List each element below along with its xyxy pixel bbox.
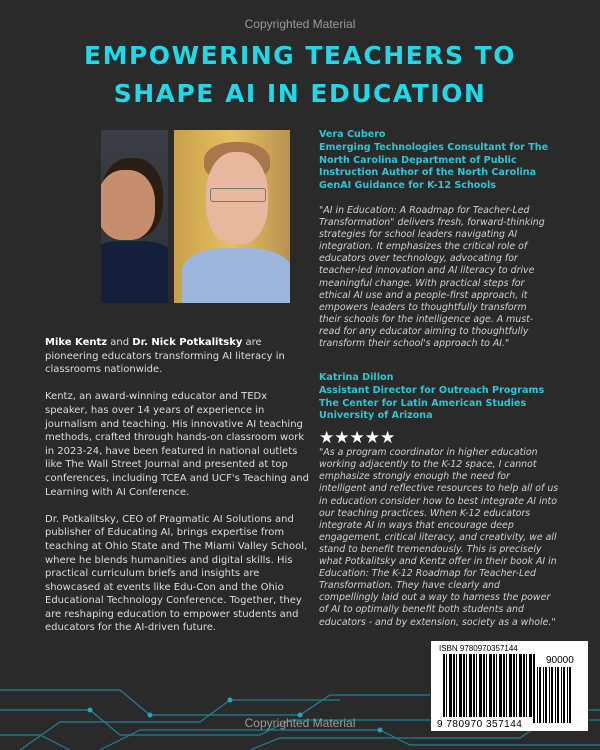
author-photo-potkalitsky	[174, 130, 290, 303]
title-line-2: SHAPE AI IN EDUCATION	[113, 79, 487, 108]
isbn-label: ISBN 9780970357144	[439, 644, 518, 653]
author-bio	[45, 336, 310, 649]
reviewer-name: Vera Cubero	[319, 129, 386, 140]
copyright-watermark: Copyrighted Material	[244, 17, 356, 31]
author-name-potkalitsky: Dr. Nick Potkalitsky	[132, 337, 243, 348]
bio-intro-text: are pioneering educators transforming AI literacy in classrooms nationwide.	[45, 337, 285, 376]
cover-title	[0, 37, 600, 113]
author-name-kentz: Mike Kentz	[45, 337, 108, 348]
copyright-watermark-bottom: Copyrighted Material	[244, 716, 356, 730]
barcode-bars	[443, 654, 535, 717]
bio-intro	[45, 336, 310, 377]
reviewer-title-line: University of Arizona	[319, 410, 433, 422]
review-dillon	[319, 372, 589, 629]
reviewer-name: Katrina Dillon	[319, 372, 394, 383]
author-photo-kentz	[101, 130, 168, 303]
barcode-digits: 9 780970 357144	[437, 719, 523, 730]
reviewer-title-line: Assistant Director for Outreach Programs	[319, 384, 545, 396]
review-cubero	[319, 129, 589, 350]
title-line-1: EMPOWERING TEACHERS TO	[84, 41, 516, 70]
price-barcode-bars	[533, 667, 573, 723]
reviewer-title: Emerging Technologies Consultant for The North Carolina Department of Public Instruction Author of the North Carolina GenAI Guidance for K-12 Schools	[319, 141, 549, 192]
bio-kentz: Kentz, an award-winning educator and TEDx speaker, has over 14 years of experience in journalism and teaching. His innovative AI teaching methods, crafted through hands-on classroom work in 2023-24, have been featured in national outlets like The Wall Street Journal and presented at top conferences, including TCEA and UCF's Teaching and Learning with AI Conference.	[45, 391, 309, 498]
review-quote: "AI in Education: A Roadmap for Teacher-Led Transformation" delivers fresh, forward-thinking strategies for school leaders navigating AI integration. It emphasizes the critical role of educators over technology, advocating for teacher-led innovation and AI literacy to drive meaningful change. With practical steps for ethical AI use and a people-first approach, it empowers leaders to thoughtfully transform their schools for the intelligence age. A must-read for any educator aiming to thoughtfully transform their school's approach to AI."	[319, 204, 545, 350]
bio-potkalitsky: Dr. Potkalitsky, CEO of Pragmatic AI Solutions and publisher of Educating AI, brings expertise from teaching at Ohio State and The Miami Valley School, where he blends humanities and digital skills. His practical curriculum briefs and insights are showcased at events like Edu-Con and the Ohio Educational Technology Conference. Together, they are reshaping education to empower students and educators for the AI-driven future.	[45, 513, 308, 634]
reviewer-title-line: The Center for Latin American Studies	[319, 397, 527, 409]
review-quote: "As a program coordinator in higher education working adjacently to the K-12 space, I cannot emphasize strongly enough the need for intelligent and reflective resources to help all of us in education consider how to best integrate AI into our teaching practices. When K-12 educators integrate AI in ways that encourage deep engagement, critical literacy, and creativity, we all stand to benefit tremendously. This is precisely what Potkalitsky and Kentz offer in their book AI in Education: The K-12 Roadmap for Teacher-Led Transformation. They have clearly and compellingly laid out a way to harness the power of AI to optimally benefit both students and educators - and by extension, society as a whole."	[319, 447, 559, 628]
bio-and: and	[107, 337, 133, 348]
star-rating: ★★★★★	[319, 428, 396, 449]
price-code: 90000	[546, 655, 574, 666]
